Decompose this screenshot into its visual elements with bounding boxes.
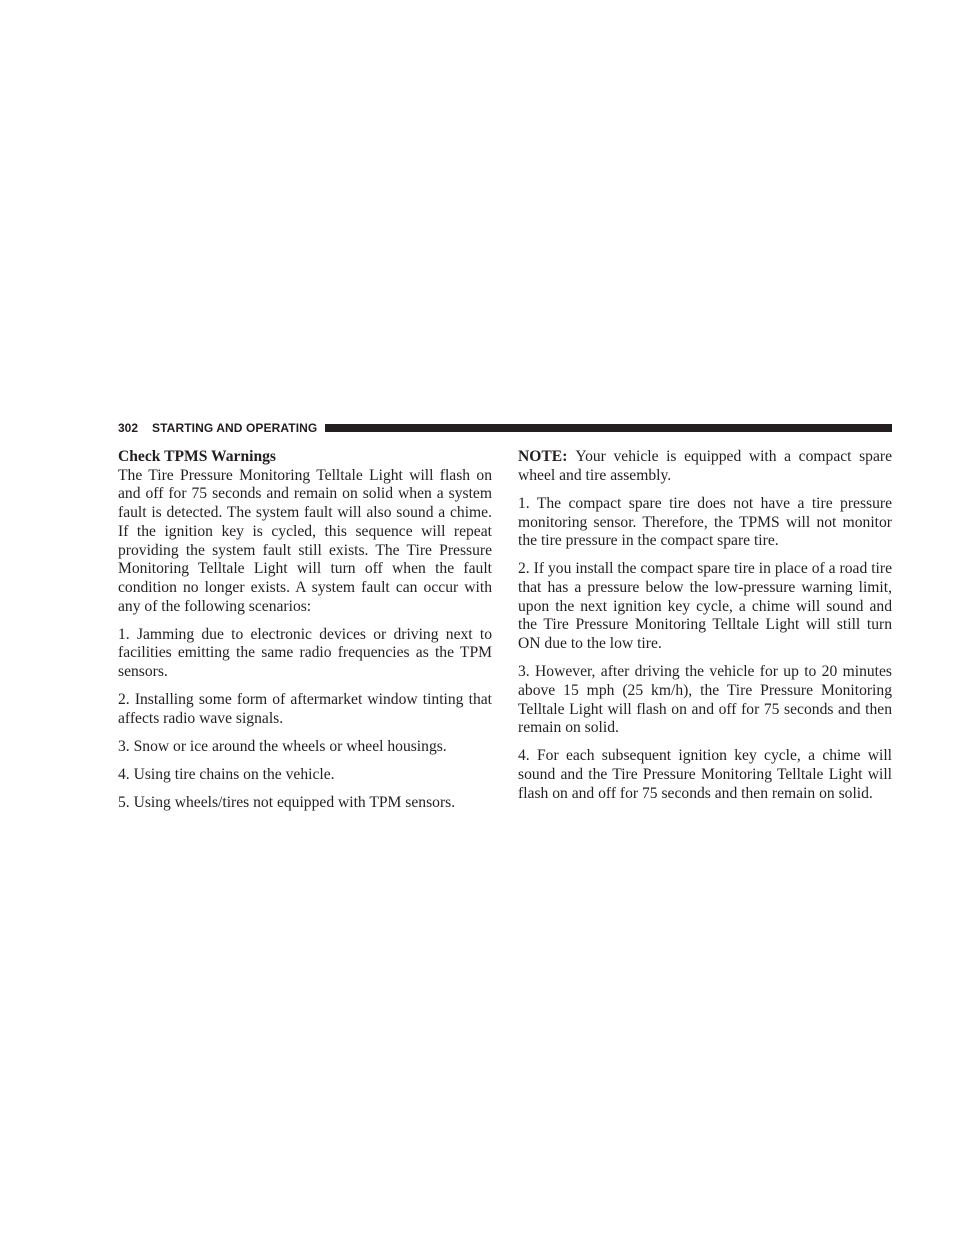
page-header: [118, 420, 892, 436]
page-number: 302: [118, 421, 139, 435]
note-paragraph: [518, 448, 892, 485]
intro-text: The Tire Pressure Monitoring Telltale Light will flash on and off for 75 seconds and remain on solid when a system fault is detected. The system fault will also sound a chime. If the ignition key is cycled, this sequence will repeat providing the system fault still exists. The Tire Pressure Monitoring Telltale Light will turn off when the fault condition no longer exists. A system fault can occur with any of the following scenarios:: [118, 466, 492, 615]
list-item: 2. If you install the compact spare tire in place of a road tire that has a pressure below the low-pressure warning limit, upon the next ignition key cycle, a chime will sound and the Tire Pressure Monitoring Telltale Light will still turn ON due to the low tire.: [518, 560, 892, 653]
note-label: NOTE:: [518, 448, 568, 465]
list-item: 3. However, after driving the vehicle for up to 20 minutes above 15 mph (25 km/h), the Tire Pressure Monitoring Telltale Light will flash on and off for 75 seconds and then remain on solid.: [518, 663, 892, 737]
left-column: [118, 448, 492, 822]
section-title: STARTING AND OPERATING: [152, 421, 318, 435]
intro-paragraph: [118, 448, 492, 616]
list-item: 4. Using tire chains on the vehicle.: [118, 766, 335, 784]
list-item: 4. For each subsequent ignition key cycle, a chime will sound and the Tire Pressure Monitoring Telltale Light will flash on and off for 75 seconds and then remain on solid.: [518, 747, 892, 802]
list-item: 2. Installing some form of aftermarket window tinting that affects radio wave signals.: [118, 691, 492, 727]
right-column: [518, 448, 892, 813]
section-heading: Check TPMS Warnings: [118, 448, 276, 465]
note-text: Your vehicle is equipped with a compact spare wheel and tire assembly.: [518, 448, 892, 484]
list-item: 3. Snow or ice around the wheels or wheel housings.: [118, 738, 447, 756]
list-item: 5. Using wheels/tires not equipped with TPM sensors.: [118, 794, 456, 812]
list-item: 1. The compact spare tire does not have a tire pressure monitoring sensor. Therefore, the TPMS will not monitor the tire pressure in the compact spare tire.: [518, 494, 892, 550]
list-item: 1. Jamming due to electronic devices or driving next to facilities emitting the same radio frequencies as the TPM sensors.: [118, 625, 492, 681]
header-rule: [325, 424, 892, 432]
